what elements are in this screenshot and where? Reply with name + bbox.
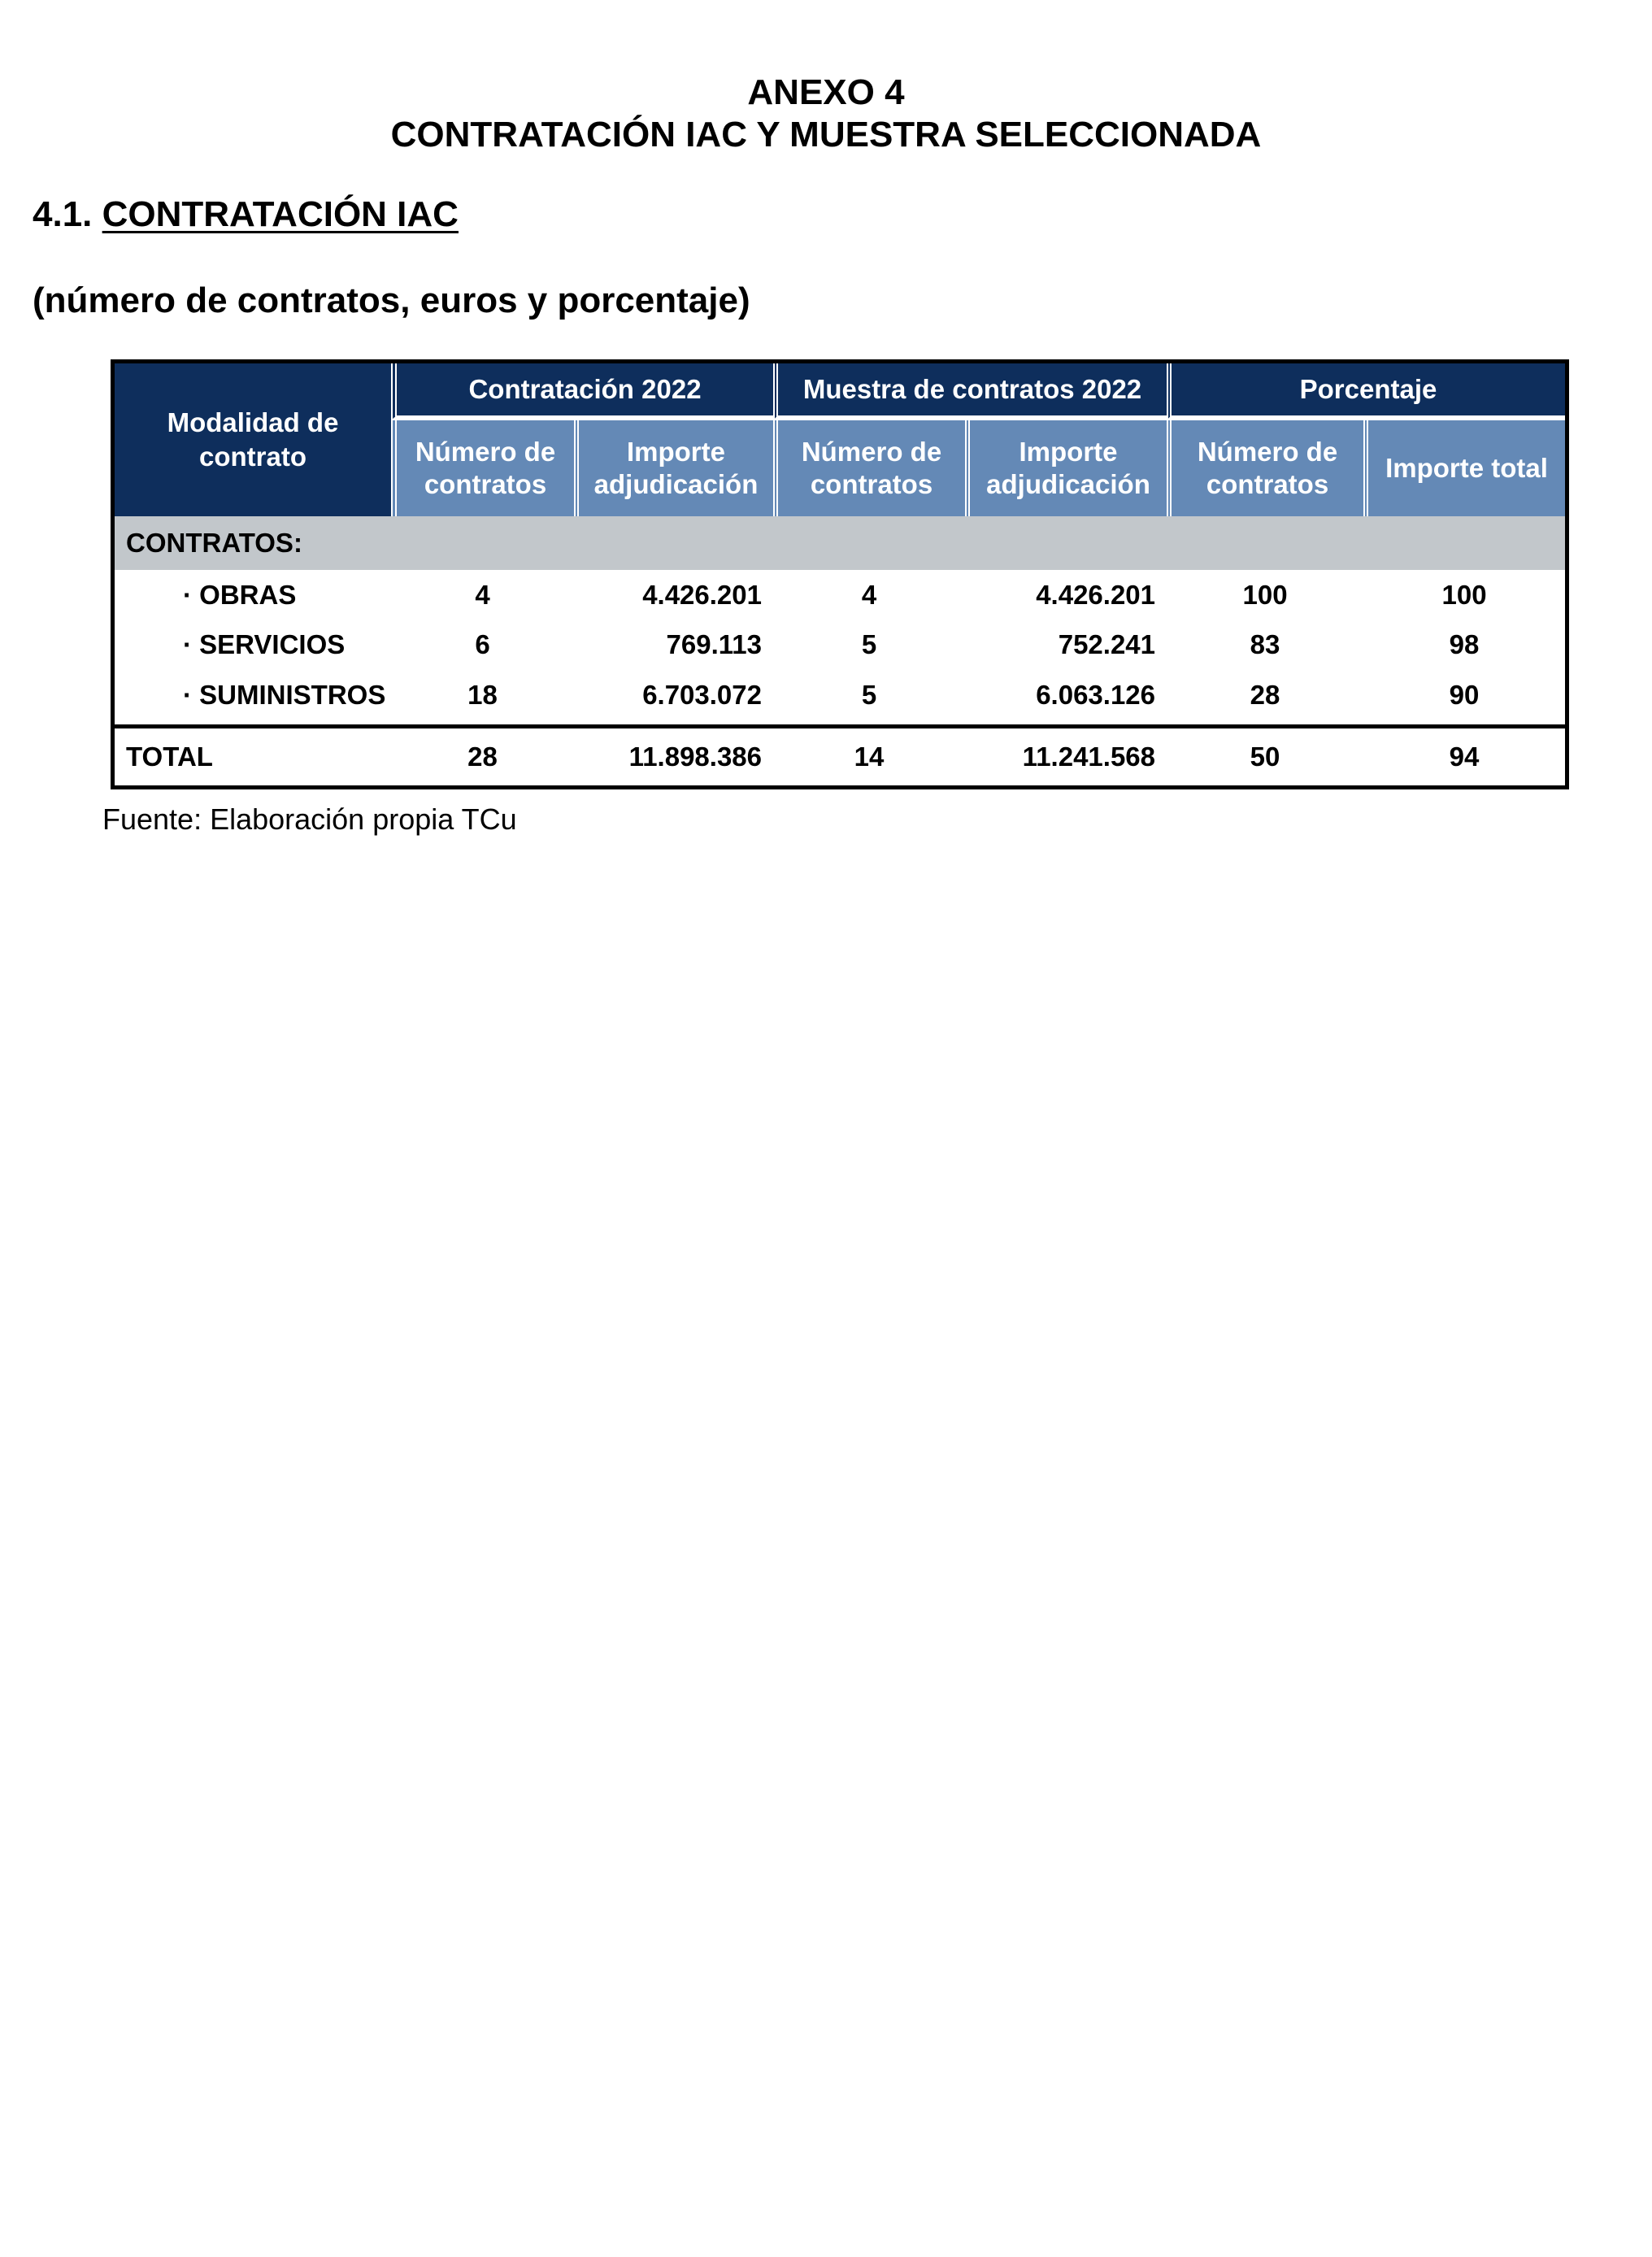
table-cell: 6.063.126 — [1036, 680, 1156, 710]
table-cell: 100 — [1242, 579, 1288, 610]
header-importe-adjudicacion: Importe adjudicación — [965, 420, 1167, 516]
table-cell: 28 — [391, 724, 574, 785]
section-number: 4.1. — [33, 194, 93, 234]
table-cell: 6.703.072 — [642, 680, 762, 710]
table-cell: 4.426.201 — [1036, 579, 1156, 610]
source-note: Fuente: Elaboración propia TCu — [102, 802, 517, 836]
document-title — [0, 72, 1652, 156]
section-heading — [33, 194, 459, 236]
table-cell: 90 — [1449, 680, 1480, 710]
header-num-contratos: Número de contratos — [1167, 420, 1363, 516]
table-cell: 14 — [773, 724, 965, 785]
table-cell: 18 — [467, 680, 498, 710]
table-cell: 769.113 — [666, 628, 762, 659]
table-subtitle: (número de contratos, euros y porcentaje) — [33, 280, 750, 320]
row-label: · OBRAS — [183, 579, 297, 610]
table-cell: 4 — [861, 579, 877, 610]
table-row — [115, 620, 1565, 669]
category-row — [115, 516, 1565, 570]
section-title: CONTRATACIÓN IAC — [102, 194, 459, 234]
table-cell: 4 — [475, 579, 490, 610]
header-group-muestra: Muestra de contratos 2022 — [773, 363, 1167, 420]
header-importe-total: Importe total — [1363, 420, 1565, 516]
header-num-contratos: Número de contratos — [391, 420, 574, 516]
header-group-porcentaje: Porcentaje — [1167, 363, 1565, 420]
table-cell: 50 — [1167, 724, 1363, 785]
total-row — [115, 724, 1565, 785]
total-label: TOTAL — [115, 724, 391, 785]
annex-label: ANEXO 4 — [747, 72, 905, 112]
table-cell: 100 — [1441, 579, 1487, 610]
table-cell: 5 — [861, 680, 877, 710]
table-cell: 6 — [475, 628, 490, 659]
table-cell: 28 — [1250, 680, 1280, 710]
header-importe-adjudicacion: Importe adjudicación — [574, 420, 773, 516]
header-row-groups — [115, 363, 1565, 420]
row-label: · SUMINISTROS — [183, 680, 386, 710]
header-modalidad: Modalidad de contrato — [115, 363, 391, 516]
table-cell: 5 — [861, 628, 877, 659]
table-cell: 11.241.568 — [965, 724, 1167, 785]
table-cell: 11.898.386 — [574, 724, 773, 785]
table-row — [115, 669, 1565, 724]
category-label: CONTRATOS: — [115, 516, 1565, 570]
annex-title: CONTRATACIÓN IAC Y MUESTRA SELECCIONADA — [390, 115, 1262, 154]
row-label: · SERVICIOS — [183, 628, 346, 659]
table-cell: 752.241 — [1058, 628, 1156, 659]
header-num-contratos: Número de contratos — [773, 420, 965, 516]
table-row — [115, 570, 1565, 620]
table-cell: 94 — [1363, 724, 1565, 785]
header-group-contratacion: Contratación 2022 — [391, 363, 773, 420]
table-cell: 98 — [1449, 628, 1480, 659]
table-cell: 4.426.201 — [642, 579, 762, 610]
contracts-table — [111, 359, 1569, 789]
table-cell: 83 — [1250, 628, 1280, 659]
